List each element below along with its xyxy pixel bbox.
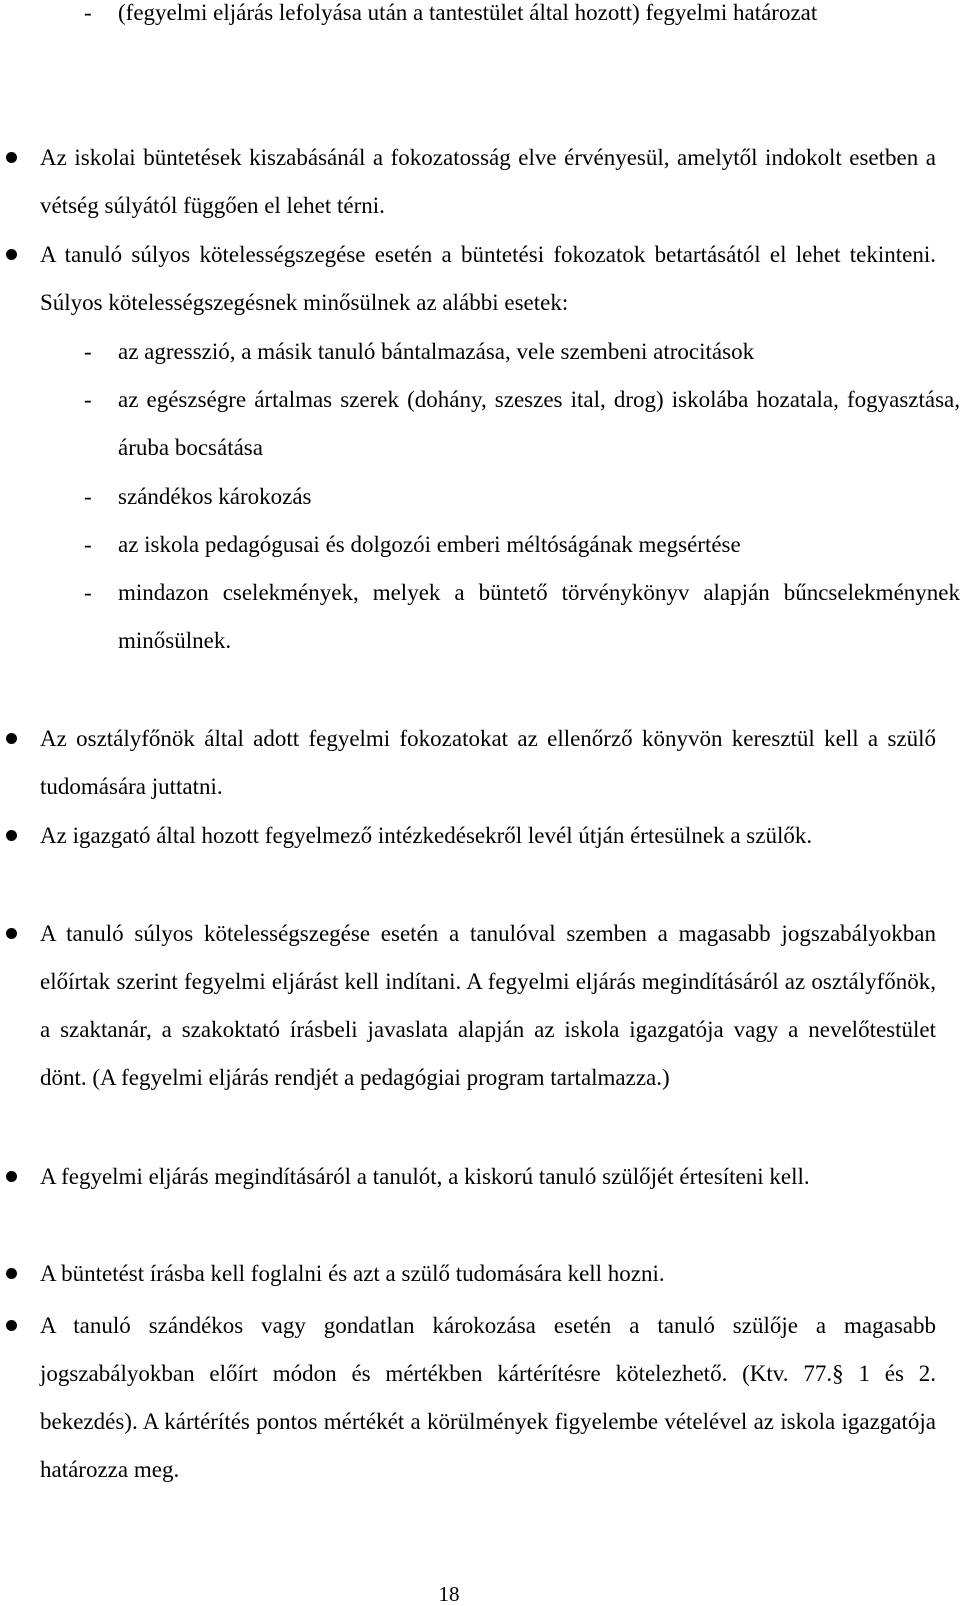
list-item-text: az egészségre ártalmas szerek (dohány, szeszes ital, drog) iskolába hozatala, fogyasztása, áruba bocsátása: [118, 387, 960, 460]
bullet-text: A tanuló súlyos kötelességszegése esetén a tanulóval szemben a magasabb jogszabályokban előírtak szerint fegyelmi eljárást kell indítani. A fegyelmi eljárás megindításáról az osztályfőnök, a szaktanár, a szakoktató írásbeli javaslata alapján az iskola igazgatója vagy a nevelőtestület dönt. (A fegyelmi eljárás rendjét a pedagógiai program tartalmazza.): [40, 921, 936, 1090]
dash-marker: -: [84, 339, 92, 364]
bullet-text: A fegyelmi eljárás megindításáról a tanulót, a kiskorú tanuló szülőjét értesíteni kell.: [40, 1164, 810, 1189]
list-item-text: az iskola pedagógusai és dolgozói emberi méltóságának megsértése: [118, 532, 741, 557]
bullet-icon: [6, 1171, 17, 1182]
list-item-text: mindazon cselekmények, melyek a büntető törvénykönyv alapján bűncselekménynek minősülnek.: [118, 580, 960, 653]
dash-marker: -: [84, 387, 92, 412]
list-item: [84, 569, 960, 665]
bullet-text: Az osztályfőnök által adott fegyelmi fokozatokat az ellenőrző könyvön keresztül kell a szülő tudomására juttatni.: [40, 726, 936, 799]
list-item: [84, 328, 960, 376]
list-item: [84, 376, 960, 472]
page-number: 18: [438, 1582, 460, 1606]
bullet-item: [0, 1302, 960, 1494]
bullet-text: Az iskolai büntetések kiszabásánál a fokozatosság elve érvényesül, amelytől indokolt esetben a vétség súlyától függően el lehet térni.: [40, 145, 936, 218]
list-item: [84, 521, 960, 569]
bullet-text: A tanuló szándékos vagy gondatlan károkozása esetén a tanuló szülője a magasabb jogszabályokban előírt módon és mértékben kártérítésre kötelezhető. (Ktv. 77.§ 1 és 2. bekezdés). A kártérítés pontos mértékét a körülmények figyelembe vételével az iskola igazgatója határozza meg.: [40, 1313, 936, 1482]
bullet-item: [0, 910, 960, 1102]
bullet-icon: [6, 928, 17, 939]
bullet-icon: [6, 1320, 17, 1331]
bullet-item: [0, 134, 960, 230]
bullet-item: [0, 812, 960, 860]
dash-marker: -: [84, 580, 92, 605]
dash-marker: -: [84, 484, 92, 509]
bullet-icon: [6, 249, 17, 260]
dash-marker: -: [84, 532, 92, 557]
bullet-text: A tanuló súlyos kötelességszegése esetén a büntetési fokozatok betartásától el lehet tekinteni. Súlyos kötelességszegésnek minősülnek az alábbi esetek:: [40, 242, 936, 315]
list-item: [84, 473, 960, 521]
list-item-text: az agresszió, a másik tanuló bántalmazása, vele szembeni atrocitások: [118, 339, 755, 364]
bullet-item: [0, 231, 960, 327]
bullet-icon: [6, 152, 17, 163]
bullet-item: [0, 1153, 960, 1201]
dash-marker: -: [84, 0, 92, 25]
bullet-text: A büntetést írásba kell foglalni és azt a szülő tudomására kell hozni.: [40, 1261, 665, 1286]
bullet-item: [0, 715, 960, 811]
bullet-icon: [6, 830, 17, 841]
bullet-text: Az igazgató által hozott fegyelmező intézkedésekről levél útján értesülnek a szülők.: [40, 823, 813, 848]
bullet-icon: [6, 1268, 17, 1279]
list-item: [84, 0, 960, 37]
list-item-text: szándékos károkozás: [118, 484, 312, 509]
list-item-text: (fegyelmi eljárás lefolyása után a tantestület által hozott) fegyelmi határozat: [118, 0, 818, 25]
bullet-icon: [6, 733, 17, 744]
bullet-item: [0, 1250, 960, 1298]
